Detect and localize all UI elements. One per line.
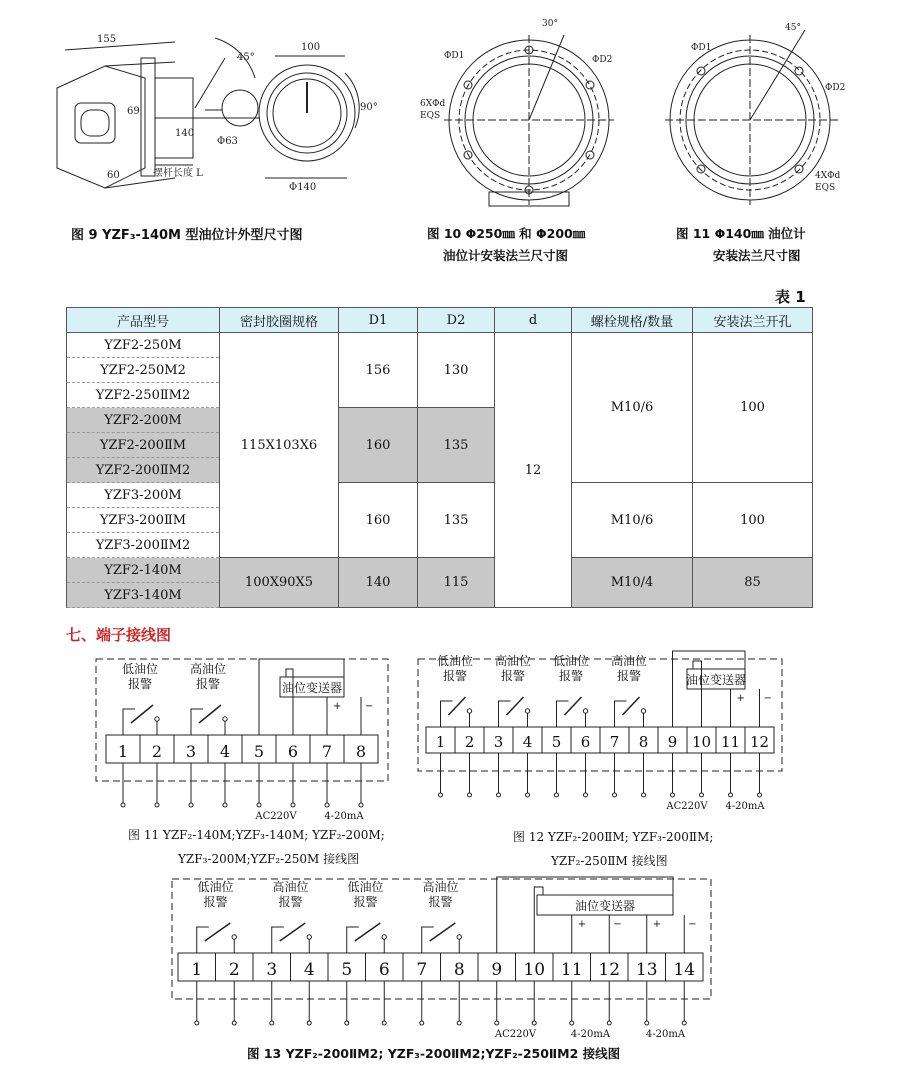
terminal-end <box>223 803 227 807</box>
fig9-drawing <box>45 18 385 208</box>
terminal-end <box>420 1021 424 1025</box>
transmitter-label: 油位变送器 <box>574 899 636 913</box>
terminal-end <box>758 793 762 797</box>
cell-model: YZF2-250M2 <box>67 358 220 383</box>
terminal-end <box>270 1021 274 1025</box>
wiring-fig12-caption-line1: 图 12 YZF₂-200ⅡM; YZF₃-200ⅡM; <box>513 830 714 844</box>
terminal-4: 4 <box>303 960 315 980</box>
cell-model: YZF2-200ⅡM2 <box>67 458 220 483</box>
wiring-diagram-fig12 <box>414 654 784 812</box>
alarm-label-line2: 报警 <box>500 669 526 683</box>
terminal-end <box>645 1021 649 1025</box>
terminal-2: 2 <box>151 742 163 761</box>
alarm-label-line2: 报警 <box>558 669 584 683</box>
terminal-1: 1 <box>117 742 129 761</box>
fig9-angle-90: 90° <box>360 102 378 113</box>
cell-model: YZF2-140M <box>67 558 220 583</box>
cell-model: YZF3-200ⅡM <box>67 508 220 533</box>
alarm-label-line1: 高油位 <box>610 654 648 668</box>
terminal-6: 6 <box>287 742 299 761</box>
terminal-5: 5 <box>551 733 562 751</box>
fig10-holes: 6XΦd <box>420 99 446 109</box>
spec-table <box>66 307 813 608</box>
switch-blade <box>199 705 221 723</box>
wiring-fig12-caption-line2: YZF₂-250ⅡM 接线图 <box>551 854 668 868</box>
fig11-phiD2: ΦD2 <box>825 83 846 93</box>
terminal-end <box>497 793 501 797</box>
fig11-eqs: EQS <box>815 183 836 193</box>
fig10-drawing <box>414 10 624 210</box>
fig9-caption: 图 9 YZF₃-140M 型油位计外型尺寸图 <box>71 228 303 243</box>
alarm-label-line2: 报警 <box>428 895 453 909</box>
plus-sign: + <box>652 919 662 930</box>
terminal-end <box>570 1021 574 1025</box>
cell-hole: 100 <box>693 483 813 558</box>
terminal-5: 5 <box>253 742 265 761</box>
terminal-12: 12 <box>598 960 621 980</box>
terminal-1: 1 <box>191 960 203 980</box>
terminal-7: 7 <box>609 733 620 751</box>
terminal-end <box>642 793 646 797</box>
alarm-label-line1: 低油位 <box>436 654 474 668</box>
alarm-label-line2: 报警 <box>203 895 228 909</box>
terminal-2: 2 <box>464 733 475 751</box>
cell-d2: 130 <box>418 333 495 408</box>
alarm-label-line2: 报警 <box>442 669 468 683</box>
minus-sign: − <box>688 919 697 930</box>
table-header-row <box>67 308 813 333</box>
switch-contact <box>525 709 529 713</box>
th-d: d <box>495 308 572 333</box>
fig9-phi140: Φ140 <box>289 182 317 193</box>
switch-wire <box>499 701 511 727</box>
terminal-end <box>700 793 704 797</box>
terminal-13: 13 <box>635 960 658 980</box>
fig10-caption-line2: 油位计安装法兰尺寸图 <box>443 248 569 263</box>
switch-blade <box>430 923 456 941</box>
terminal-12: 12 <box>749 733 770 751</box>
terminal-3: 3 <box>266 960 278 980</box>
terminal-end <box>457 1021 461 1025</box>
switch-contact <box>232 935 236 939</box>
alarm-label-line1: 高油位 <box>494 654 532 668</box>
alarm-label-line2: 报警 <box>353 895 378 909</box>
cell-model: YZF2-250ⅡM2 <box>67 383 220 408</box>
terminal-end <box>584 793 588 797</box>
fig11-caption-line1: 图 11 Φ140㎜ 油位计 <box>676 226 806 241</box>
terminal-5: 5 <box>341 960 353 980</box>
fig11-drawing <box>665 10 865 210</box>
alarm-label-line2: 报警 <box>616 669 642 683</box>
terminal-14: 14 <box>673 960 696 980</box>
fig9-dim-69: 69 <box>127 106 140 117</box>
th-model: 产品型号 <box>67 308 220 333</box>
minus-sign: − <box>365 701 374 712</box>
alarm-label-line1: 低油位 <box>347 880 384 894</box>
terminal-3: 3 <box>185 742 197 761</box>
switch-blade <box>131 705 153 723</box>
terminal-end <box>359 803 363 807</box>
switch-blade <box>449 697 466 715</box>
th-hole: 安装法兰开孔 <box>693 308 813 333</box>
wiring-fig13-caption: 图 13 YZF₂-200ⅡM2; YZF₃-200ⅡM2;YZF₂-250ⅡM2 接线图 <box>247 1046 621 1061</box>
cell-model: YZF2-250M <box>67 333 220 358</box>
alarm-label-line2: 报警 <box>127 677 153 691</box>
terminal-end <box>671 793 675 797</box>
fig9-dim-155: 155 <box>97 34 117 45</box>
switch-contact <box>307 935 311 939</box>
plus-sign: + <box>333 701 342 712</box>
cell-d1: 140 <box>339 558 418 608</box>
terminal-8: 8 <box>355 742 367 761</box>
terminal-11: 11 <box>720 733 741 751</box>
terminal-end <box>291 803 295 807</box>
terminal-6: 6 <box>580 733 591 751</box>
fig10-phiD2: ΦD2 <box>592 55 613 65</box>
terminal-end <box>526 793 530 797</box>
alarm-label-line1: 高油位 <box>272 880 309 894</box>
terminal-end <box>532 1021 536 1025</box>
terminal-end <box>468 793 472 797</box>
alarm-label-line1: 低油位 <box>552 654 590 668</box>
fig9-phi63: Φ63 <box>217 136 238 147</box>
th-seal: 密封胶圈规格 <box>220 308 339 333</box>
terminal-end <box>195 1021 199 1025</box>
alarm-label-line1: 低油位 <box>121 662 159 676</box>
terminal-2: 2 <box>228 960 240 980</box>
wiring-diagram-fig13 <box>168 875 718 1040</box>
fig11-holes: 4XΦd <box>815 171 841 181</box>
cell-d2: 135 <box>418 483 495 558</box>
terminal-8: 8 <box>638 733 649 751</box>
switch-contact <box>641 709 645 713</box>
switch-blade <box>205 923 231 941</box>
switch-contact <box>223 717 227 721</box>
plus-sign: + <box>736 693 745 704</box>
switch-blade <box>507 697 524 715</box>
signal-label: 4-20mA <box>570 1029 611 1040</box>
terminal-end <box>307 1021 311 1025</box>
power-label: AC220V <box>255 811 297 822</box>
switch-blade <box>623 697 640 715</box>
signal-label: 4-20mA <box>725 801 765 812</box>
fig10-caption-line1: 图 10 Φ250㎜ 和 Φ200㎜ <box>427 226 586 241</box>
cell-model: YZF3-140M <box>67 583 220 608</box>
fig9-dim-140: 140 <box>175 128 195 139</box>
cell-model: YZF3-200ⅡM2 <box>67 533 220 558</box>
cell-seal: 100X90X5 <box>220 558 339 608</box>
cell-d2: 135 <box>418 408 495 483</box>
terminal-3: 3 <box>493 733 504 751</box>
cell-model: YZF3-200M <box>67 483 220 508</box>
fig9-lever-length: 摆杆长度 L <box>153 168 203 179</box>
transmitter-label: 油位变送器 <box>281 681 343 695</box>
cell-hole: 85 <box>693 558 813 608</box>
terminal-end <box>121 803 125 807</box>
switch-wire <box>615 701 627 727</box>
terminal-11: 11 <box>560 960 583 980</box>
table-title: 表 1 <box>775 288 806 306</box>
cell-d1: 160 <box>339 483 418 558</box>
cell-d1: 156 <box>339 333 418 408</box>
terminal-end <box>439 793 443 797</box>
switch-blade <box>280 923 306 941</box>
fig9-dim-100: 100 <box>301 42 321 53</box>
terminal-8: 8 <box>453 960 465 980</box>
fig10-phiD1: ΦD1 <box>444 51 465 61</box>
switch-blade <box>355 923 381 941</box>
terminal-end <box>325 803 329 807</box>
fig9-angle-45: 45° <box>237 52 255 63</box>
switch-blade <box>565 697 582 715</box>
switch-contact <box>382 935 386 939</box>
power-label: AC220V <box>666 801 708 812</box>
terminal-10: 10 <box>523 960 546 980</box>
cell-hole: 100 <box>693 333 813 483</box>
fig11-phiD1: ΦD1 <box>691 43 712 53</box>
terminal-end <box>495 1021 499 1025</box>
signal-label: 4-20mA <box>645 1029 686 1040</box>
terminal-4: 4 <box>219 742 231 761</box>
section-title: 七、端子接线图 <box>66 626 172 644</box>
fig10-angle: 30° <box>542 19 558 29</box>
terminal-9: 9 <box>667 733 678 751</box>
terminal-end <box>189 803 193 807</box>
alarm-label-line1: 高油位 <box>189 662 227 676</box>
cell-bolt: M10/4 <box>572 558 693 608</box>
wiring-fig11-caption-line2: YZF₃-200M;YZF₂-250M 接线图 <box>178 852 360 866</box>
transmitter-label: 油位变送器 <box>685 673 747 687</box>
th-d2: D2 <box>418 308 495 333</box>
terminal-end <box>345 1021 349 1025</box>
alarm-label-line2: 报警 <box>195 677 221 691</box>
terminal-end <box>613 793 617 797</box>
power-label: AC220V <box>494 1029 537 1040</box>
cell-d1: 160 <box>339 408 418 483</box>
alarm-label-line1: 高油位 <box>422 880 459 894</box>
fig9-dim-60: 60 <box>107 170 120 181</box>
cell-seal: 115X103X6 <box>220 333 339 558</box>
cell-bolt: M10/6 <box>572 333 693 483</box>
terminal-9: 9 <box>491 960 503 980</box>
th-d1: D1 <box>339 308 418 333</box>
alarm-label-line1: 低油位 <box>197 880 234 894</box>
cell-d2: 115 <box>418 558 495 608</box>
wiring-fig11-caption-line1: 图 11 YZF₂-140M;YZF₃-140M; YZF₂-200M; <box>128 828 385 842</box>
terminal-end <box>607 1021 611 1025</box>
terminal-4: 4 <box>522 733 533 751</box>
terminal-end <box>257 803 261 807</box>
terminal-7: 7 <box>321 742 333 761</box>
terminal-10: 10 <box>691 733 712 751</box>
terminal-7: 7 <box>416 960 428 980</box>
minus-sign: − <box>613 919 622 930</box>
terminal-end <box>155 803 159 807</box>
switch-contact <box>467 709 471 713</box>
terminal-end <box>682 1021 686 1025</box>
cell-model: YZF2-200M <box>67 408 220 433</box>
switch-contact <box>155 717 159 721</box>
terminal-6: 6 <box>378 960 390 980</box>
terminal-end <box>232 1021 236 1025</box>
fig11-angle: 45° <box>785 23 801 33</box>
signal-label: 4-20mA <box>324 811 364 822</box>
switch-wire <box>557 701 569 727</box>
fig10-eqs: EQS <box>420 111 441 121</box>
cell-bolt: M10/6 <box>572 483 693 558</box>
terminal-end <box>382 1021 386 1025</box>
alarm-label-line2: 报警 <box>278 895 303 909</box>
cell-d: 12 <box>495 333 572 608</box>
cell-model: YZF2-200ⅡM <box>67 433 220 458</box>
switch-wire <box>441 701 453 727</box>
fig11-caption-line2: 安装法兰尺寸图 <box>713 248 801 263</box>
switch-contact <box>457 935 461 939</box>
switch-contact <box>583 709 587 713</box>
wiring-diagram-fig11 <box>92 655 392 822</box>
terminal-end <box>555 793 559 797</box>
terminal-end <box>729 793 733 797</box>
minus-sign: − <box>763 693 772 704</box>
terminal-1: 1 <box>435 733 446 751</box>
th-bolt: 螺栓规格/数量 <box>572 308 693 333</box>
plus-sign: + <box>577 919 587 930</box>
